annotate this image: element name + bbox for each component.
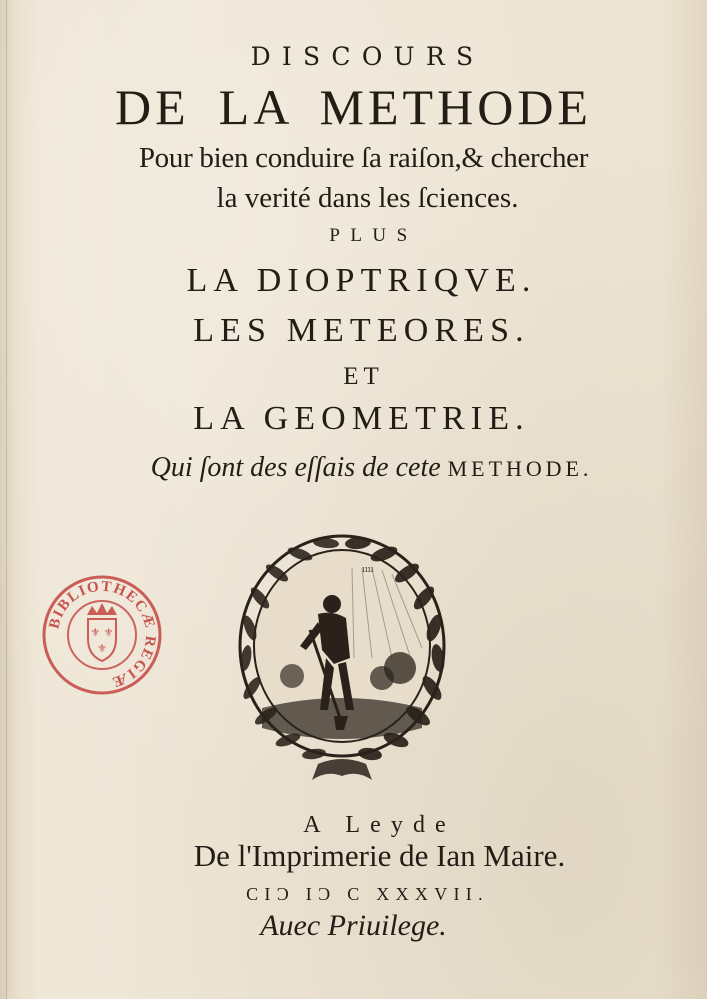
plus-line: PLUS [329,225,418,246]
imprint-date: CIƆ IƆ C XXXVII. [246,884,489,904]
printer-emblem-woodcut [222,518,462,788]
essais-line [0,452,707,484]
privilege-line: Auec Priuilege. [260,909,447,942]
dioptrique-line: LA DIOPTRIQVE. [186,262,537,299]
imprint-printer: De l'Imprimerie de Ian Maire. [193,838,566,873]
svg-text:⚜: ⚜ [97,642,107,655]
subtitle-line-2: la verité dans les ſciences. [216,182,519,214]
essais-italic-text: Qui ſont des eſſais de cete [150,452,441,483]
methode-caps-text: METHODE. [447,456,593,481]
meteores-line: LES METEORES. [193,312,530,349]
subtitle-line-1: Pour bien conduire ſa raiſon,& chercher [138,142,589,174]
title-line-de-la-methode: DE LA METHODE [115,79,592,135]
title-line-discours: DISCOURS [250,42,485,71]
svg-text:BIBLIOTHECÆ REGIÆ: BIBLIOTHECÆ REGIÆ [46,578,159,691]
imprint-city: A Leyde [303,812,456,838]
geometrie-line: LA GEOMETRIE. [193,400,530,437]
et-line: ET [343,363,384,390]
svg-text:⚜ ⚜: ⚜ ⚜ [90,626,114,639]
svg-text:ıııı: ıııı [362,565,374,575]
library-stamp [40,573,164,697]
